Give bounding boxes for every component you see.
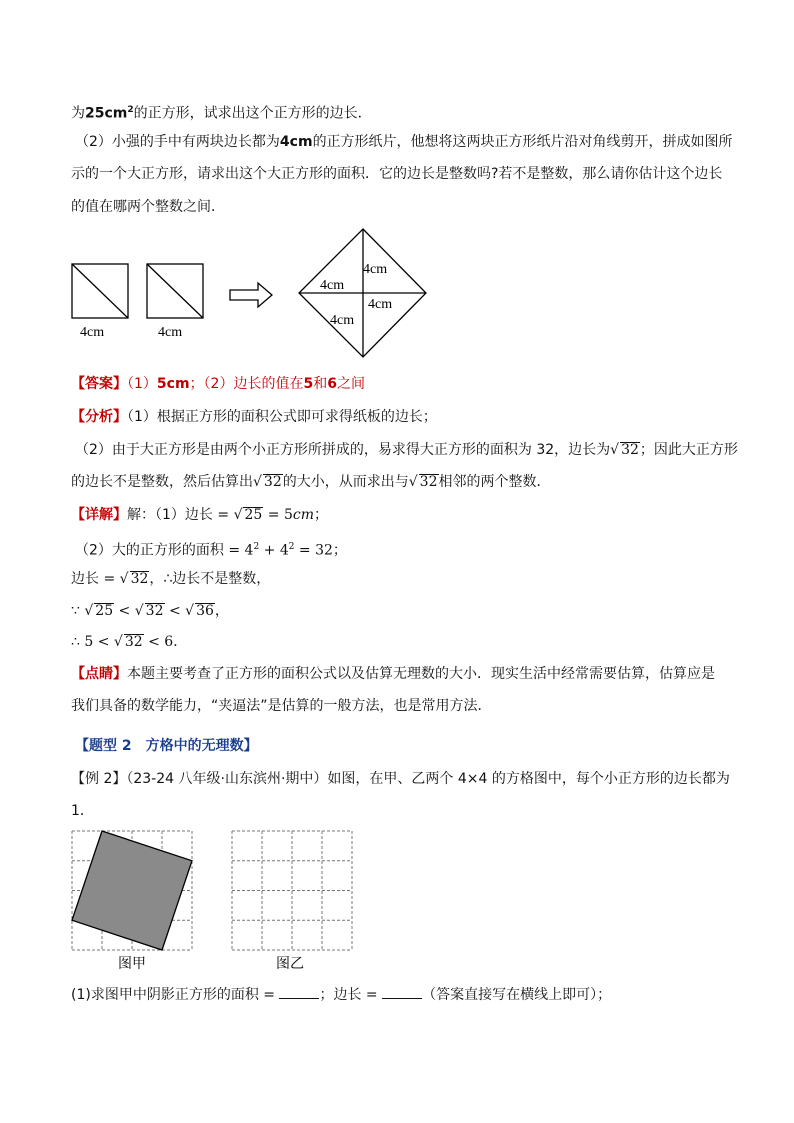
math: = 5 xyxy=(263,507,293,523)
analysis-tag: 【分析】 xyxy=(71,409,127,425)
math: + 4 xyxy=(259,542,289,559)
analysis-line-3: 的边长不是整数，然后估算出√ 32的大小，从而求出与√ 32相邻的两个整数． xyxy=(71,474,551,490)
diamond-label-left: 4cm xyxy=(320,278,345,293)
math: = xyxy=(99,571,120,587)
label-4cm-left: 4cm xyxy=(80,325,105,340)
analysis-line-1 xyxy=(71,407,437,427)
math: < 6． xyxy=(143,634,188,650)
text: 的值在哪两个整数之间． xyxy=(71,199,225,215)
problem-part2-line-3 xyxy=(71,197,225,217)
label-jia: 图甲 xyxy=(118,957,146,972)
text: 本题主要考查了正方形的面积公式以及估算无理数的大小．现实生活中经常需要估算，估算应是 xyxy=(127,666,715,682)
math: ∴ 5 < xyxy=(71,634,114,650)
answer-line xyxy=(71,374,365,394)
diamond-label-top: 4cm xyxy=(363,262,388,277)
problem-line-1 xyxy=(71,100,372,124)
value: 5 xyxy=(303,376,314,392)
example-line-1 xyxy=(71,769,730,789)
math: = 4 xyxy=(223,542,254,559)
value: 5cm xyxy=(156,376,190,392)
text: （1）根据正方形的面积公式即可求得纸板的边长； xyxy=(127,409,437,425)
answer-tag: 【答案】 xyxy=(71,376,127,392)
text: （2）大的正方形的面积 xyxy=(75,542,224,559)
detail-line-2 xyxy=(75,537,347,561)
text: （2）小强的手中有两块边长都为 xyxy=(75,134,280,150)
text: ；（2）边长的值在 xyxy=(189,376,304,392)
text: (1)求图甲中阴影正方形的面积 = xyxy=(71,987,280,1003)
radicand: 32 xyxy=(130,571,149,587)
detail-line-4: ∵ √ 25 < √ 32 < √ 36， xyxy=(71,603,229,619)
problem-part2-line-2 xyxy=(71,164,722,184)
grid-figures xyxy=(66,826,366,976)
unit: 25cm xyxy=(85,105,128,122)
text: ，∴边长不是整数， xyxy=(149,571,271,587)
radicand: 32 xyxy=(145,603,164,619)
text: 和 xyxy=(313,376,328,392)
detail-line-1: 【详解】解：（1）边长 = √ 25 = 5cm； xyxy=(71,507,328,523)
exponent: 2 xyxy=(288,542,295,552)
text: 解：（1）边长 xyxy=(127,507,213,523)
text: （1） xyxy=(127,376,157,392)
math: < xyxy=(164,603,186,619)
text: 的大小，从而求出与 xyxy=(282,474,409,490)
unit: 4cm xyxy=(279,134,313,150)
shaded-square xyxy=(72,831,192,950)
answer-blank-side[interactable] xyxy=(382,984,422,999)
detail-line-3: 边长 = √ 32，∴边长不是整数， xyxy=(71,571,271,587)
label-yi: 图乙 xyxy=(276,957,304,972)
text: 我们具备的数学能力，“夹逼法”是估算的一般方法，也是常用方法． xyxy=(71,698,492,714)
text: ；因此大正方形 xyxy=(639,442,738,458)
math: < xyxy=(114,603,135,619)
text: （2）由于大正方形是由两个小正方形所拼成的，易求得大正方形的面积为 32，边长为 xyxy=(75,442,611,458)
question-1 xyxy=(71,984,611,1005)
diamond-label-bottom: 4cm xyxy=(330,313,355,328)
radicand: 32 xyxy=(263,474,282,490)
example-line-2 xyxy=(71,801,94,821)
answer-blank-area[interactable] xyxy=(279,984,319,999)
arrow-icon xyxy=(230,283,272,307)
text: 的正方形，试求出这个正方形的边长． xyxy=(133,105,372,122)
analysis-line-2: （2）由于大正方形是由两个小正方形所拼成的，易求得大正方形的面积为 32，边长为√ 32；因此大正方形 xyxy=(75,442,738,458)
squares-figure xyxy=(60,220,440,360)
label-4cm-right: 4cm xyxy=(158,325,183,340)
comment-tag: 【点睛】 xyxy=(71,666,127,682)
text: 的正方形纸片，他想将这两块正方形纸片沿对角线剪开，拼成如图所 xyxy=(312,134,733,150)
text: （答案直接写在横线上即可）； xyxy=(422,987,612,1003)
text: 相邻的两个整数． xyxy=(438,474,551,490)
text: 边长 xyxy=(71,571,99,587)
text: ； xyxy=(313,507,328,523)
radicand: 25 xyxy=(244,507,263,523)
comment-line-2 xyxy=(71,696,492,716)
text: 的边长不是整数，然后估算出 xyxy=(71,474,253,490)
section-title: 【题型 2 方格中的无理数】 xyxy=(75,738,258,754)
math: = 32； xyxy=(294,542,347,559)
detail-line-5: ∴ 5 < √ 32 < 6． xyxy=(71,634,188,650)
value: 6 xyxy=(327,376,337,392)
radicand: 25 xyxy=(95,603,114,619)
text: ；边长 = xyxy=(319,987,383,1003)
radicand: 32 xyxy=(124,634,143,650)
detail-tag: 【详解】 xyxy=(71,507,127,523)
text: 【例 2】（23-24 八年级·山东滨州·期中）如图，在甲、乙两个 4×4 的方格图中，每个小正方形的边长都为 xyxy=(71,771,730,787)
math: = xyxy=(212,507,234,523)
exponent: 2 xyxy=(127,105,134,115)
exponent: 2 xyxy=(253,542,260,552)
text: 1． xyxy=(71,803,94,819)
math: ， xyxy=(214,603,229,619)
text: 之间 xyxy=(336,376,365,392)
diamond-label-right: 4cm xyxy=(368,297,393,312)
math-unit: cm xyxy=(292,507,314,523)
text: 示的一个大正方形，请求出这个大正方形的面积．它的边长是整数吗?若不是整数，那么请你估计这个边长 xyxy=(71,166,723,182)
text: 为 xyxy=(71,105,85,122)
problem-part2-line-1 xyxy=(75,132,733,152)
comment-line-1 xyxy=(71,664,715,684)
radicand: 36 xyxy=(196,603,214,619)
radicand: 32 xyxy=(621,442,639,458)
radicand: 32 xyxy=(419,474,438,490)
math: ∵ xyxy=(71,603,85,619)
